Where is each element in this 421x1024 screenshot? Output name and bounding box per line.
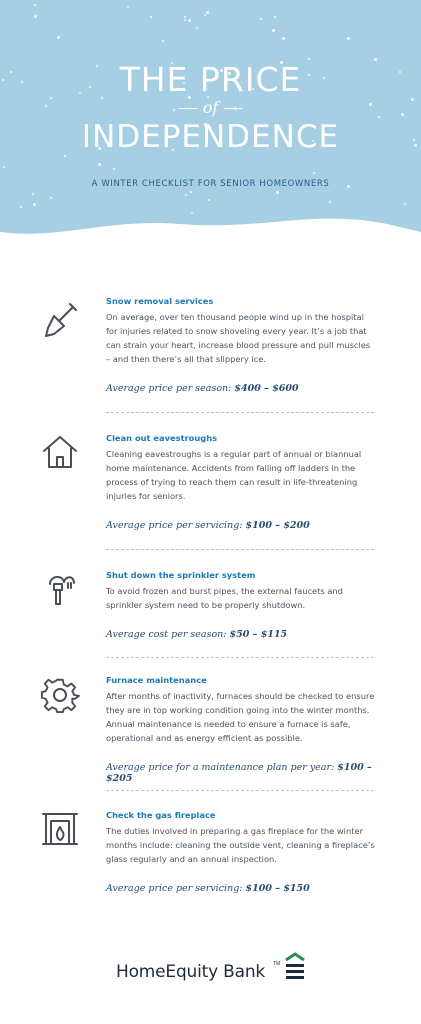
item-price <box>106 762 376 784</box>
snow-wave <box>0 210 421 250</box>
divider <box>106 790 374 791</box>
price-value: $100 – $200 <box>245 520 310 531</box>
trademark: TM <box>273 961 281 967</box>
item-heading: Clean out eavestroughs <box>106 433 218 443</box>
snowflake <box>127 6 129 8</box>
divider <box>106 412 374 413</box>
snowflake <box>184 16 186 18</box>
price-value: $100 – $205 <box>106 762 372 784</box>
sprinkler-icon <box>40 570 80 610</box>
snowflake <box>184 19 186 21</box>
item-content <box>106 433 376 531</box>
price-label: Average price for a maintenance plan per year: <box>106 762 335 773</box>
title-line-1: THE PRICE <box>119 60 302 99</box>
item-heading: Check the gas fireplace <box>106 810 216 820</box>
price-label: Average price per servicing: <box>106 520 243 531</box>
title-line-3: INDEPENDENCE <box>81 119 340 155</box>
snowflake <box>206 11 209 14</box>
snowflake <box>190 191 192 193</box>
item-body: On average, over ten thousand people wind up in the hospital for injuries related to snow shoveling every year. It’s a job that can strain your heart, increase blood pressure and pull muscles – and then there’s all that slippery ice. <box>106 312 371 364</box>
brand-name: HomeEquity Bank <box>116 962 266 982</box>
item-content <box>106 296 376 394</box>
hero-banner <box>0 0 421 250</box>
subtitle: A WINTER CHECKLIST FOR SENIOR HOMEOWNERS <box>91 179 330 189</box>
snowflake <box>282 37 285 40</box>
item-heading: Snow removal services <box>106 296 214 306</box>
item-price <box>106 629 376 640</box>
item-body: To avoid frozen and burst pipes, the external faucets and sprinkler system need to be properly shutdown. <box>106 586 343 610</box>
fireplace-icon <box>40 810 80 850</box>
item-content <box>106 810 376 894</box>
logo-mark-icon <box>284 952 306 982</box>
snowflake <box>196 27 198 29</box>
snowflake <box>272 29 275 32</box>
snowflake <box>98 163 101 166</box>
item-price <box>106 383 376 394</box>
title-dash-left <box>179 108 197 109</box>
item-body: Cleaning eavestroughs is a regular part of annual or biannual home maintenance. Accidents from falling off ladders in the process of trying to reach them can result in life-threatening injuries for seniors. <box>106 449 362 501</box>
price-label: Average price per servicing: <box>106 883 243 894</box>
snowflake <box>162 40 164 42</box>
snowflake <box>185 194 187 196</box>
snowflake <box>204 14 206 16</box>
snowflake <box>50 197 52 199</box>
snowflake <box>34 15 37 18</box>
shovel-icon <box>40 300 80 340</box>
snowflake <box>20 206 22 208</box>
house-icon <box>40 433 80 473</box>
item-content <box>106 675 376 784</box>
snowflake <box>32 193 34 195</box>
price-value: $50 – $115 <box>229 629 288 640</box>
item-content <box>106 570 376 640</box>
snowflake <box>113 168 115 170</box>
snowflake <box>208 199 210 201</box>
title-dash-right <box>224 108 242 109</box>
price-label: Average cost per season: <box>106 629 227 640</box>
title-of-text: of <box>202 98 219 117</box>
snowflake <box>276 191 279 194</box>
snowflake <box>347 37 350 40</box>
snowflake <box>34 4 36 6</box>
gear-icon <box>40 675 80 715</box>
title-of <box>0 98 421 117</box>
item-body: The duties involved in preparing a gas fireplace for the winter months include: cleaning the outside vent, cleaning a fireplace’s glass regularly and an annual inspection. <box>106 826 375 864</box>
snowflake <box>260 18 262 20</box>
snowflake <box>188 19 191 22</box>
item-body: After months of inactivity, furnaces should be checked to ensure they are in top working condition going into the winter months. Annual maintenance is needed to ensure a furnace is safe, operational and as energy efficient as possible. <box>106 691 375 743</box>
snowflake <box>274 16 276 18</box>
brand-logo <box>0 952 421 992</box>
item-price <box>106 883 376 894</box>
item-price <box>106 520 376 531</box>
price-value: $100 – $150 <box>245 883 310 894</box>
snowflake <box>64 155 66 157</box>
item-heading: Furnace maintenance <box>106 675 207 685</box>
price-value: $400 – $600 <box>234 383 299 394</box>
snowflake <box>313 172 315 174</box>
snowflake <box>329 201 331 203</box>
snowflake <box>57 36 60 39</box>
snowflake <box>3 166 5 168</box>
snowflake <box>404 203 406 205</box>
divider <box>106 549 374 550</box>
snowflake <box>150 16 152 18</box>
item-heading: Shut down the sprinkler system <box>106 570 256 580</box>
price-label: Average price per season: <box>106 383 232 394</box>
divider <box>106 657 374 658</box>
snowflake <box>33 203 36 206</box>
